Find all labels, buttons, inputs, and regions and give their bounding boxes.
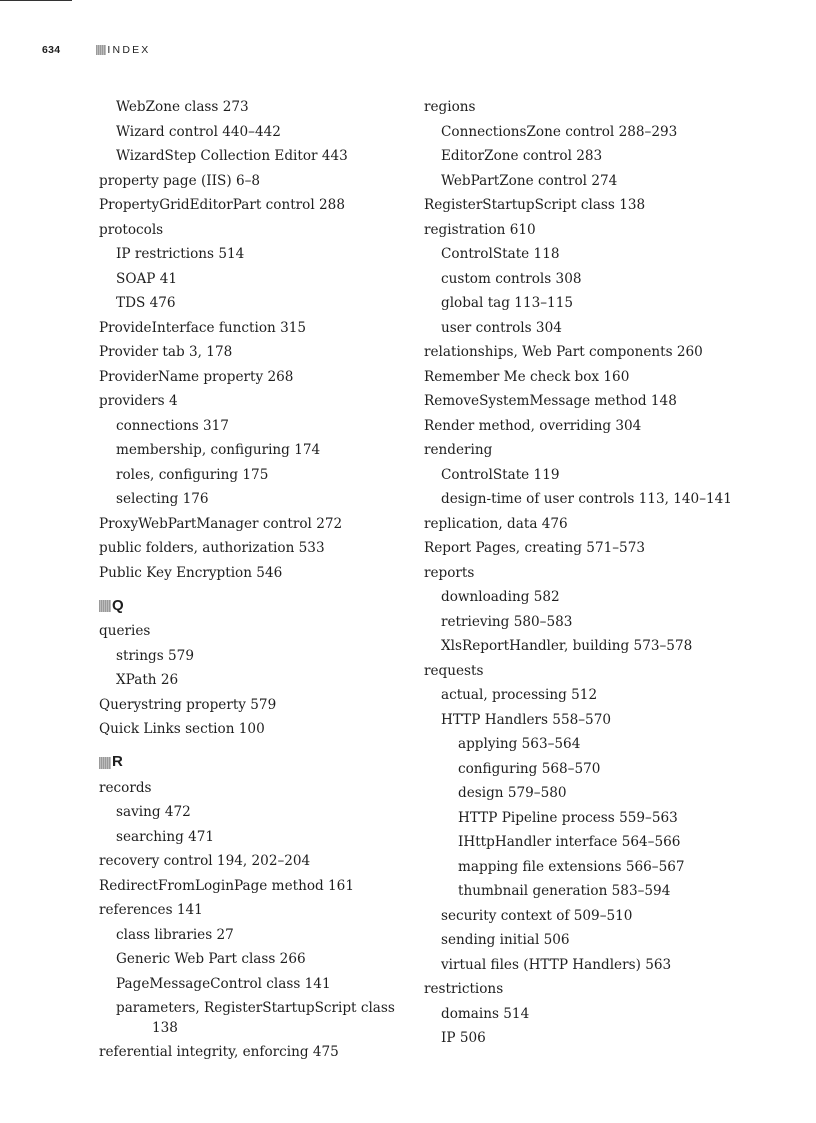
letter-marker-icon: [99, 757, 111, 769]
index-entry: design 579–580: [458, 785, 567, 801]
letter-marker-icon: [99, 600, 111, 612]
index-entry: RemoveSystemMessage method 148: [424, 393, 677, 409]
index-entry: Report Pages, creating 571–573: [424, 540, 645, 556]
index-entry: references 141: [99, 902, 203, 918]
index-entry: RedirectFromLoginPage method 161: [99, 877, 354, 894]
index-entry: global tag 113–115: [441, 295, 573, 311]
page-number: 634: [42, 44, 61, 56]
index-column-left: [99, 95, 399, 1065]
index-entry: PageMessageControl class 141: [116, 975, 331, 992]
index-entry-text: 138: [152, 1019, 178, 1036]
index-entry: design-time of user controls 113, 140–141: [441, 491, 732, 507]
index-entry: configuring 568–570: [458, 760, 601, 777]
index-entry: mapping file extensions 566–567: [458, 858, 685, 875]
index-entry: recovery control 194, 202–204: [99, 853, 311, 869]
index-entry: actual, processing 512: [441, 687, 598, 703]
index-entry: ProxyWebPartManager control 272: [99, 515, 343, 532]
index-entry-text: parameters, RegisterStartupScript class: [116, 1000, 395, 1016]
index-entry: XlsReportHandler, building 573–578: [441, 638, 693, 654]
index-entry: SOAP 41: [116, 270, 178, 287]
index-entry: queries: [99, 623, 151, 639]
index-entry: IP 506: [441, 1030, 486, 1046]
index-entry: providers 4: [99, 393, 178, 409]
top-rule: [0, 0, 72, 1]
index-entry: replication, data 476: [424, 515, 568, 532]
index-entry: HTTP Pipeline process 559–563: [458, 809, 678, 826]
index-entry: Quick Links section 100: [99, 721, 265, 737]
index-entry: ConnectionsZone control 288–293: [441, 123, 678, 140]
index-entry: ProvideInterface function 315: [99, 319, 307, 336]
letter-heading-text: Q: [112, 596, 124, 614]
index-entry: sending initial 506: [441, 932, 570, 948]
index-entry: ProviderName property 268: [99, 368, 294, 385]
index-entry: WebPartZone control 274: [441, 172, 618, 189]
running-head-label: INDEX: [107, 44, 151, 56]
index-entry: Querystring property 579: [99, 696, 277, 713]
entry-group: [99, 776, 399, 997]
index-entry: domains 514: [441, 1005, 530, 1022]
index-entry: registration 610: [424, 221, 536, 238]
index-entry: rendering: [424, 442, 493, 458]
index-entry: property page (IIS) 6–8: [99, 172, 261, 189]
index-entry: public folders, authorization 533: [99, 540, 325, 556]
index-entry: PropertyGridEditorPart control 288: [99, 197, 345, 213]
index-entry: TDS 476: [116, 295, 176, 311]
index-entry: class libraries 27: [116, 926, 234, 943]
entry-group: [99, 95, 399, 585]
index-entry: Remember Me check box 160: [424, 368, 630, 385]
index-entry: EditorZone control 283: [441, 148, 603, 164]
index-entry: regions: [424, 99, 476, 115]
index-entry: reports: [424, 564, 475, 581]
index-entry: roles, configuring 175: [116, 466, 269, 483]
index-entry: Wizard control 440–442: [116, 123, 281, 140]
index-entry: selecting 176: [116, 491, 209, 507]
running-head: [42, 42, 151, 58]
index-entry: Public Key Encryption 546: [99, 564, 283, 581]
index-entry: referential integrity, enforcing 475: [99, 1044, 339, 1060]
index-entry: Render method, overriding 304: [424, 417, 642, 434]
entry-group: [99, 1040, 399, 1065]
index-entry: downloading 582: [441, 589, 560, 605]
index-entry: WebZone class 273: [116, 99, 249, 115]
index-entry: retrieving 580–583: [441, 613, 573, 630]
index-entry: ControlState 119: [441, 466, 560, 483]
index-entry: ControlState 118: [441, 246, 560, 262]
index-entry: virtual files (HTTP Handlers) 563: [441, 956, 672, 973]
index-entry: WizardStep Collection Editor 443: [116, 148, 348, 164]
index-entry: IHttpHandler interface 564–566: [458, 834, 681, 850]
letter-heading-text: R: [112, 753, 123, 771]
index-entry: requests: [424, 662, 484, 679]
index-entry: IP restrictions 514: [116, 246, 245, 262]
index-entry: security context of 509–510: [441, 907, 633, 924]
index-entry: restrictions: [424, 981, 504, 997]
index-entry: records: [99, 779, 152, 796]
index-entry: RegisterStartupScript class 138: [424, 197, 646, 213]
letter-heading-r: [99, 750, 399, 776]
index-entry: searching 471: [116, 828, 215, 845]
section-marker-icon: [96, 45, 106, 55]
index-entry: Provider tab 3, 178: [99, 344, 233, 360]
index-entry: membership, configuring 174: [116, 442, 321, 458]
index-entry: thumbnail generation 583–594: [458, 883, 671, 899]
index-entry: protocols: [99, 221, 164, 238]
index-entry: applying 563–564: [458, 736, 581, 752]
index-column-right: [424, 95, 794, 1051]
index-entry: custom controls 308: [441, 270, 582, 287]
index-entry: HTTP Handlers 558–570: [441, 711, 612, 728]
entry-group: [424, 95, 794, 1051]
index-entry: relationships, Web Part components 260: [424, 344, 703, 360]
index-entry-wrapped: [99, 996, 399, 1021]
entry-group: [99, 619, 399, 742]
letter-heading-q: [99, 593, 399, 619]
index-entry: Generic Web Part class 266: [116, 951, 306, 967]
index-entry: saving 472: [116, 804, 191, 820]
index-entry: user controls 304: [441, 319, 562, 336]
index-entry: connections 317: [116, 417, 229, 434]
index-entry: strings 579: [116, 647, 194, 664]
index-entry: XPath 26: [116, 672, 179, 688]
